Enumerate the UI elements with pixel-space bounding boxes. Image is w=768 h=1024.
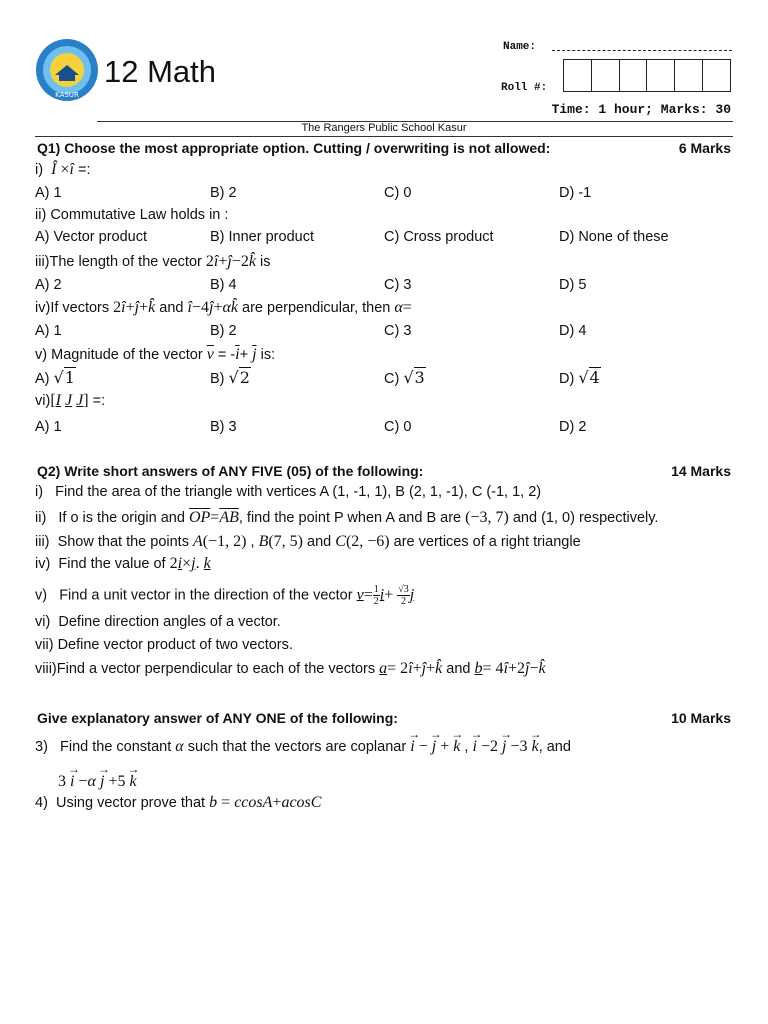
q1-marks: 6 Marks — [678, 140, 731, 156]
time-marks: Time: 1 hour; Marks: 30 — [551, 102, 731, 117]
q1-item: v) Magnitude of the vector $\overline{v} = -\overline{i}+ \overline{j}$ is: — [35, 346, 276, 363]
option: D) 4 — [559, 323, 587, 339]
option: B) 2 — [210, 323, 237, 339]
roll-label: Roll #: — [501, 82, 548, 94]
q3-item: 4) Using vector prove that b = ccosA+acosC — [35, 794, 322, 811]
name-label: Name: — [503, 41, 537, 53]
option: C) √3 — [384, 368, 425, 387]
q3-item-continued: 3 → i −α → j +5 → k — [58, 773, 137, 791]
option: D) None of these — [559, 229, 669, 245]
option: A) 1 — [35, 185, 62, 201]
q2-item: ii) If o is the origin and $\overline{OP}=\overline{AB}$, find the point P when A and B are (−3, 7) and (1, 0) respectively. — [35, 509, 659, 526]
option: C) 0 — [384, 419, 412, 435]
roll-number-boxes[interactable] — [563, 59, 731, 92]
option: A) √1 — [35, 368, 75, 387]
q1-item: i) Î ×î =: — [35, 161, 91, 178]
option: B) Inner product — [210, 229, 314, 245]
q2-item: iii) Show that the points A(−1, 2) , B(7, 5) and C(2, −6) are vertices of a right triangle — [35, 533, 581, 550]
q2-item: iv) Find the value of 2i×j. k — [35, 555, 211, 572]
q1-item: iv)If vectors 2î+ĵ+k̂ and î−4ĵ+αk̂ are perpendicular, then α= — [35, 299, 412, 316]
q2-heading: Q2) Write short answers of ANY FIVE (05) of the following: — [37, 463, 424, 479]
q2-item: viii)Find a vector perpendicular to each of the vectors a= 2î+ĵ+k̂ and b= 4î+2ĵ−k̂ — [35, 660, 546, 677]
option: D) 5 — [559, 277, 587, 293]
q2-item: vii) Define vector product of two vectors. — [35, 637, 293, 653]
option: C) 3 — [384, 323, 412, 339]
option: A) 1 — [35, 323, 62, 339]
q3-marks: 10 Marks — [671, 710, 731, 726]
q2-marks: 14 Marks — [671, 463, 731, 479]
option: D) -1 — [559, 185, 592, 201]
name-field[interactable] — [552, 50, 732, 51]
logo-text: KASUR — [55, 91, 79, 99]
page-title: 12 Math — [104, 54, 217, 89]
option: B) 4 — [210, 277, 237, 293]
option: A) Vector product — [35, 229, 148, 245]
school-logo — [35, 37, 99, 103]
q3-item: 3) Find the constant α such that the vectors are coplanar → i − → j + → k , → i −2 → j −3 → k, and — [35, 738, 571, 756]
option: A) 2 — [35, 277, 62, 293]
school-name: The Rangers Public School Kasur — [301, 122, 467, 134]
option: D) √4 — [559, 368, 600, 387]
q3-heading: Give explanatory answer of ANY ONE of the following: — [37, 710, 398, 726]
option: B) 3 — [210, 419, 237, 435]
q1-item: iii)The length of the vector 2î+ĵ−2k̂ is — [35, 253, 271, 270]
q1-item: vi)[I J J] =: — [35, 392, 106, 409]
option: C) 3 — [384, 277, 412, 293]
option: C) 0 — [384, 185, 412, 201]
q2-item: vi) Define direction angles of a vector. — [35, 614, 281, 630]
option: A) 1 — [35, 419, 62, 435]
option: D) 2 — [559, 419, 587, 435]
q2-item: i) Find the area of the triangle with vertices A (1, -1, 1), B (2, 1, -1), C (-1, 1, 2) — [35, 484, 542, 500]
q2-item: v) Find a unit vector in the direction of the vector v= $\frac{1}{2}$ i+ $\frac{√3}{2}$ j — [35, 584, 415, 607]
option: C) Cross product — [384, 229, 494, 245]
option: B) 2 — [210, 185, 237, 201]
q1-item: ii) Commutative Law holds in : — [35, 207, 229, 223]
divider — [35, 136, 733, 137]
q1-heading: Q1) Choose the most appropriate option. Cutting / overwriting is not allowed: — [37, 140, 551, 156]
option: B) √2 — [210, 368, 250, 387]
